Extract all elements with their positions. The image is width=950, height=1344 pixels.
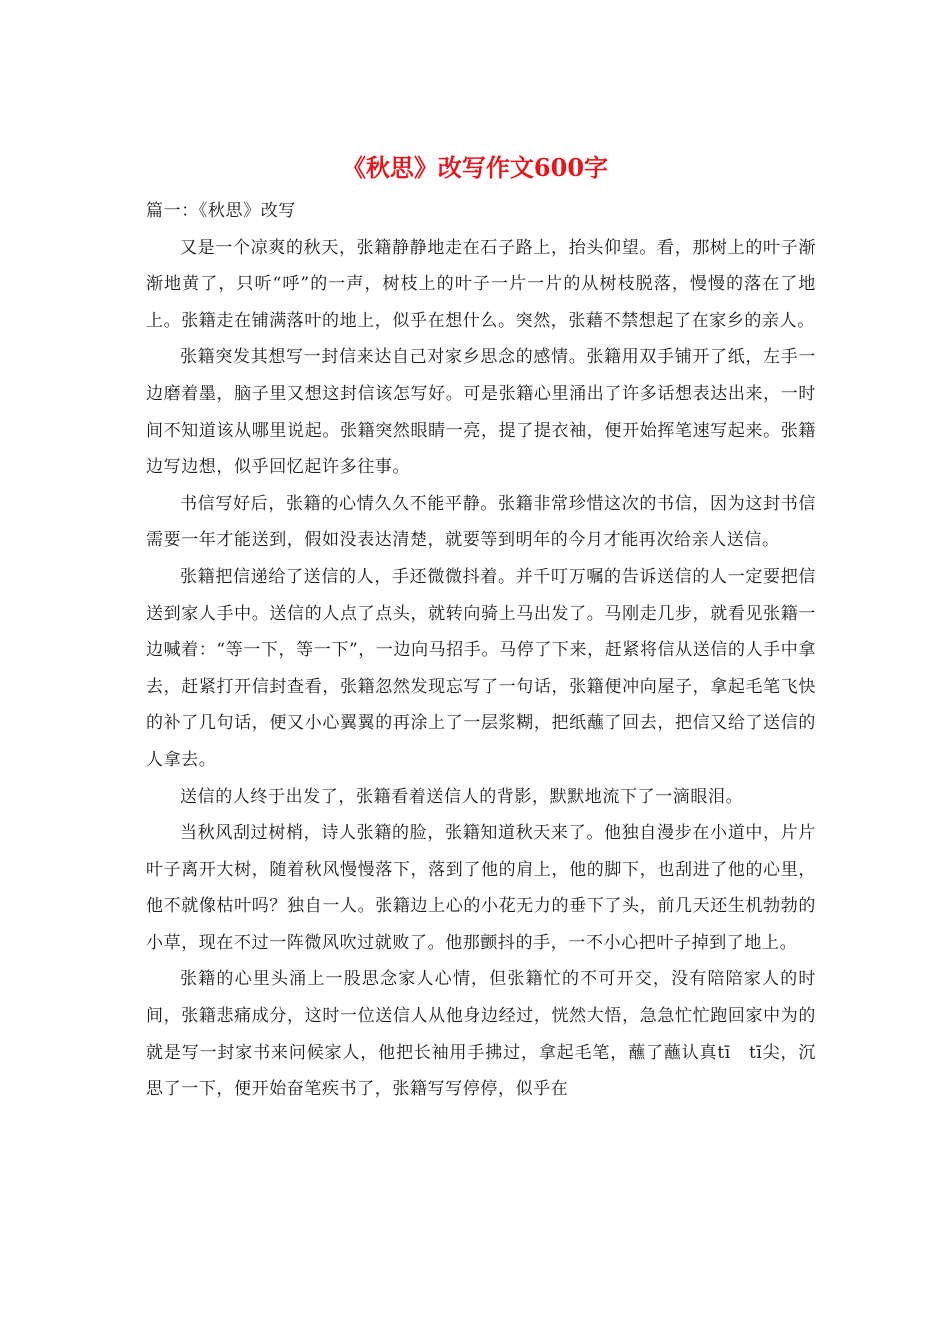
paragraph: 书信写好后，张籍的心情久久不能平静。张籍非常珍惜这次的书信，因为这封书信需要一年才能送到，假如没表达清楚，就要等到明年的今月才能再次给亲人送信。 bbox=[146, 493, 816, 551]
paragraph: 张籍把信递给了送信的人，手还微微抖着。并千叮万嘱的告诉送信的人一定要把信送到家人手中。送信的人点了点头，就转向骑上马出发了。马刚走几步，就看见张籍一边喊着：“等一下，等一下”，一边向马招手。马停了下来，赶紧将信从送信的人手中拿去，赶紧打开信封查看，张籍忽然发现忘写了一句话，张籍便冲向屋子，拿起毛笔飞快的补了几句话，便又小心翼翼的再涂上了一层浆糊，把纸蘸了回去，把信又给了送信的人拿去。 bbox=[146, 566, 816, 770]
document-body bbox=[146, 193, 816, 1108]
paragraph: 张籍的心里头涌上一股思念家人心情，但张籍忙的不可开交，没有陪陪家人的时间，张籍悲痛成分，这时一位送信人从他身边经过，恍然大悟，急急忙忙跑回家中为的就是写一封家书来问候家人，他把长袖用手拂过，拿起毛笔，蘸了蘸认真tī tī尖，沉思了一下，便开始奋笔疾书了，张籍写写停停，似乎在 bbox=[146, 969, 816, 1100]
paragraph: 送信的人终于出发了，张籍看着送信人的背影，默默地流下了一滴眼泪。 bbox=[180, 786, 744, 807]
paragraph: 又是一个凉爽的秋天，张籍静静地走在石子路上，抬头仰望。看，那树上的叶子渐渐地黄了，只听“呼”的一声，树枝上的叶子一片一片的从树枝脱落，慢慢的落在了地上。张籍走在铺满落叶的地上，似乎在想什么。突然，张藉不禁想起了在家乡的亲人。 bbox=[146, 237, 816, 331]
section-heading: 篇一：《秋思》改写 bbox=[146, 201, 296, 221]
document-title: 《秋思》改写作文600字 bbox=[341, 153, 609, 182]
paragraph: 张籍突发其想写一封信来达自己对家乡思念的感情。张籍用双手铺开了纸，左手一边磨着墨，脑子里又想这封信该怎写好。可是张籍心里涌出了许多话想表达出来，一时间不知道该从哪里说起。张籍突然眼睛一亮，提了提衣袖，便开始挥笔速写起来。张籍边写边想，似乎回忆起许多往事。 bbox=[146, 347, 816, 478]
paragraph: 当秋风刮过树梢，诗人张籍的脸，张籍知道秋天来了。他独自漫步在小道中，片片叶子离开大树，随着秋风慢慢落下，落到了他的肩上，他的脚下，也刮进了他的心里，他不就像枯叶吗？独自一人。张籍边上心的小花无力的垂下了头，前几天还生机勃勃的小草，现在不过一阵微风吹过就败了。他那颤抖的手，一不小心把叶子掉到了地上。 bbox=[146, 823, 816, 953]
